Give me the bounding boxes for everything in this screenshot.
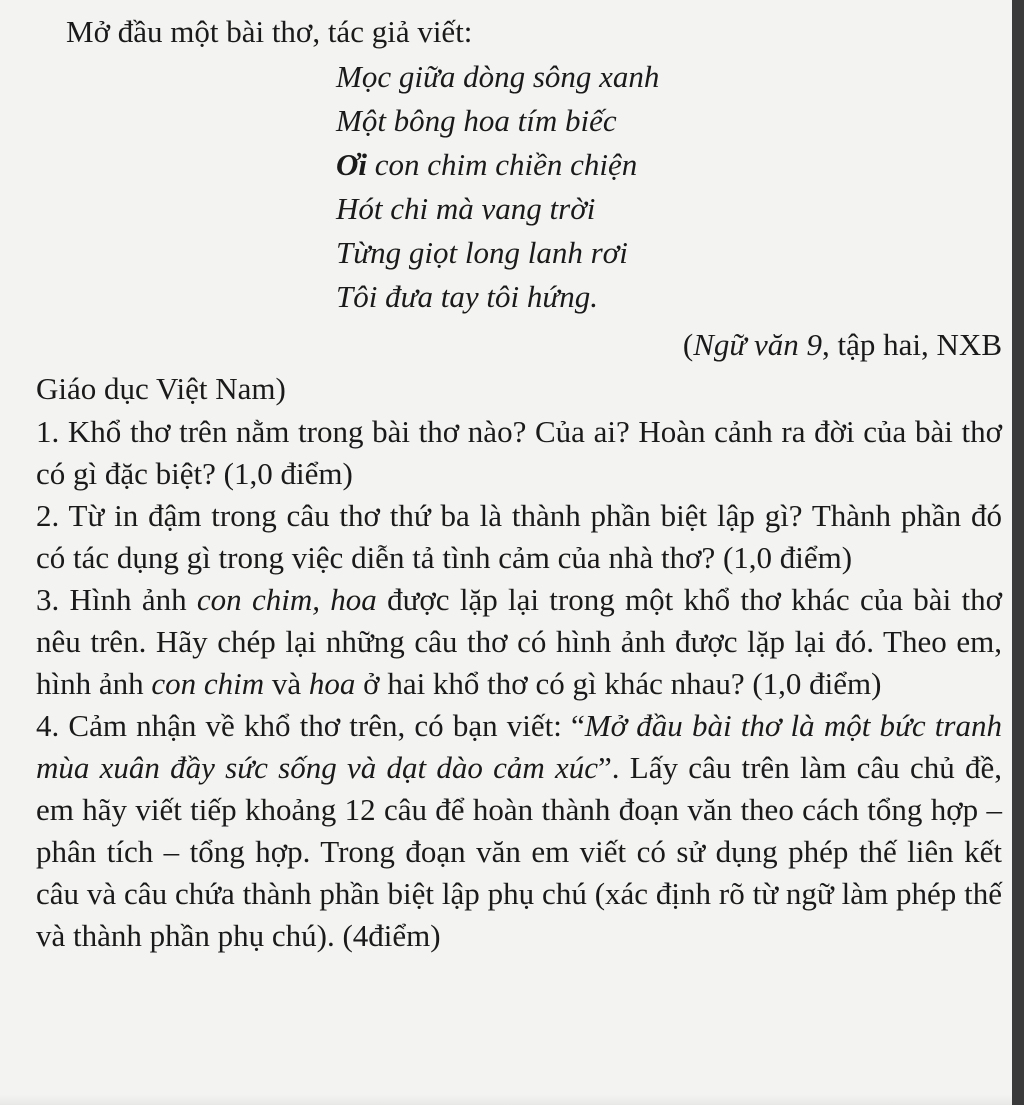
question-1: 1. Khổ thơ trên nằm trong bài thơ nào? Của ai? Hoàn cảnh ra đời của bài thơ có gì đặc biệt? (1,0 điểm)	[36, 414, 1002, 491]
question-3-italic-b: con chim	[151, 666, 265, 701]
poem-line-3	[336, 143, 1002, 187]
poem-line-1: Mọc giữa dòng sông xanh	[336, 59, 660, 94]
question-3-italic-c: hoa	[308, 666, 356, 701]
source-publisher: Giáo dục Việt Nam)	[36, 371, 286, 406]
source-title: Ngữ văn 9	[693, 327, 823, 362]
question-3	[36, 579, 1002, 705]
question-4-text-a: 4. Cảm nhận về khổ thơ trên, có bạn viết: “	[36, 708, 585, 743]
question-4	[36, 705, 1002, 957]
poem-line-3-text: con chim chiền chiện	[374, 147, 638, 182]
poem-bold-word: Ơi	[336, 147, 367, 182]
page-edge	[1012, 0, 1024, 1105]
question-3-text-c: và	[264, 666, 309, 701]
question-4-italic-quote: Mở đầu bài thơ là một bức tranh mùa xuân đầy sức sống và dạt dào cảm xúc	[36, 708, 1002, 785]
poem-line-5: Từng giọt long lanh rơi	[336, 235, 628, 270]
source-rest: , tập hai, NXB	[822, 327, 1002, 362]
question-2: 2. Từ in đậm trong câu thơ thứ ba là thành phần biệt lập gì? Thành phần đó có tác dụng gì trong việc diễn tả tình cảm của nhà thơ? (1,0 điểm)	[36, 498, 1002, 575]
question-3-text-d: ở hai khổ thơ có gì khác nhau? (1,0 điểm)	[355, 666, 882, 701]
source-open-paren: (	[682, 327, 694, 362]
poem-line-2: Một bông hoa tím biếc	[336, 103, 617, 138]
question-3-italic-a: con chim, hoa	[196, 582, 377, 617]
source-citation	[36, 323, 1002, 367]
question-4-text-b: ”. Lấy câu trên làm câu chủ đề, em hãy viết tiếp khoảng 12 câu để hoàn thành đoạn văn theo cách tổng hợp – phân tích – tổng hợp. Trong đoạn văn em viết có sử dụng phép thế liên kết câu và câu chứa thành phần biệt lập phụ chú (xác định rõ từ ngữ làm phép thế và thành phần phụ chú). (4điểm)	[36, 750, 1002, 953]
question-3-text-b: được lặp lại trong một khổ thơ khác của bài thơ nêu trên. Hãy chép lại những câu thơ có hình ảnh được lặp lại đó. Theo em, hình ảnh	[36, 582, 1002, 701]
question-3-text-a: 3. Hình ảnh	[36, 582, 197, 617]
poem-line-6: Tôi đưa tay tôi hứng.	[336, 279, 599, 314]
page-bottom-shadow	[0, 1095, 1012, 1105]
poem-line-4: Hót chi mà vang trời	[336, 191, 596, 226]
poem-stanza	[336, 55, 1002, 319]
intro-line: Mở đầu một bài thơ, tác giả viết:	[66, 14, 473, 49]
